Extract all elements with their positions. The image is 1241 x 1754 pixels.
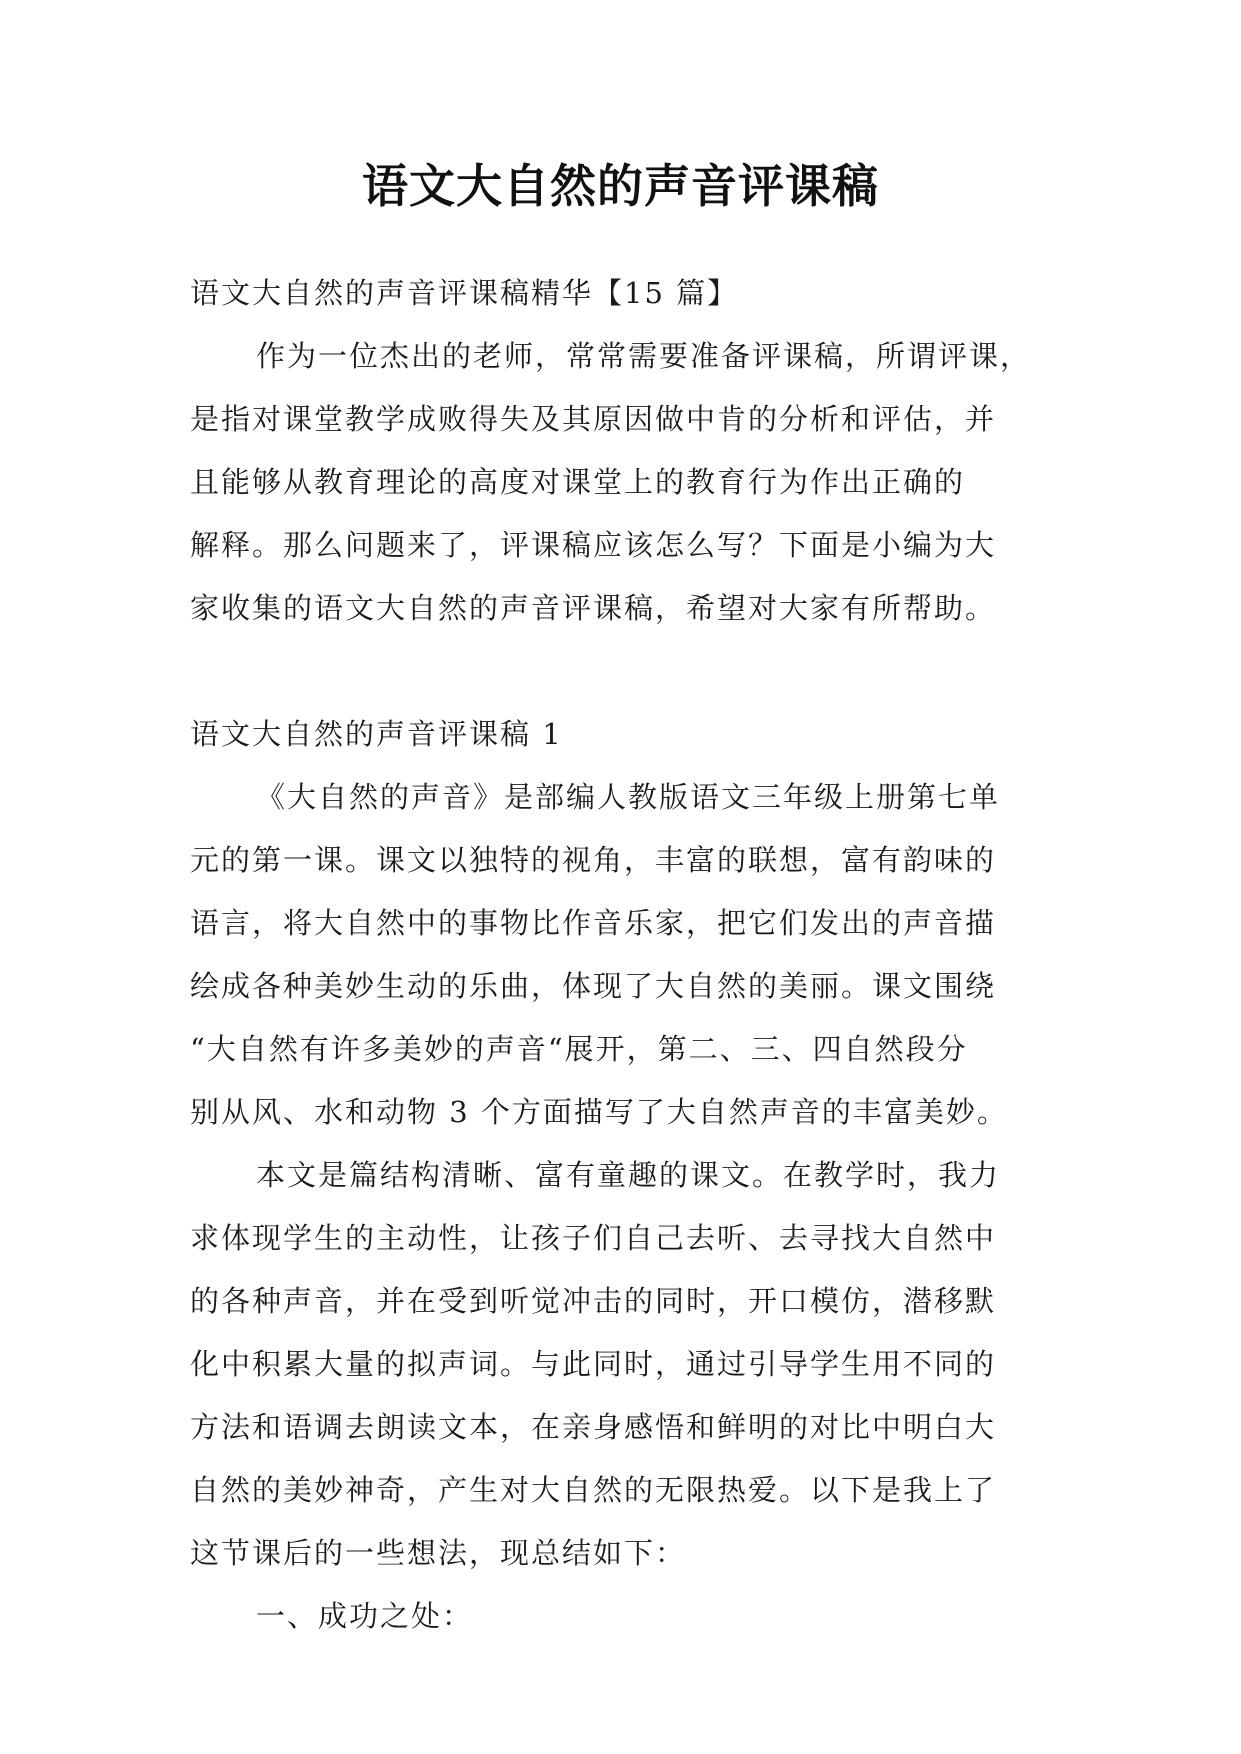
section1-para1-line: 《大自然的声音》是部编人教版语文三年级上册第七单 (256, 780, 1001, 814)
section1-para2-line: 化中积累大量的拟声词。与此同时，通过引导学生用不同的 (190, 1347, 997, 1381)
document-title: 语文大自然的声音评课稿 (362, 159, 879, 213)
section1-para1-line: “大自然有许多美妙的声音“展开，第二、三、四自然段分 (190, 1032, 968, 1066)
section1-para2-line: 本文是篇结构清晰、富有童趣的课文。在教学时，我力 (256, 1158, 1001, 1192)
paragraph-gap (190, 640, 1060, 703)
section1-para2-line: 的各种声音，并在受到听觉冲击的同时，开口模仿，潜移默 (190, 1284, 997, 1318)
subsection-heading: 一、成功之处： (256, 1599, 474, 1633)
intro-line: 是指对课堂教学成败得失及其原因做中肯的分析和评估，并 (190, 402, 997, 436)
section1-para1-line: 语言，将大自然中的事物比作音乐家，把它们发出的声音描 (190, 906, 997, 940)
intro-line: 家收集的语文大自然的声音评课稿，希望对大家有所帮助。 (190, 591, 997, 625)
intro-line: 作为一位杰出的老师，常常需要准备评课稿，所谓评课， (256, 339, 1032, 373)
section1-para1-line: 绘成各种美妙生动的乐曲，体现了大自然的美丽。课文围绕 (190, 969, 997, 1003)
document-body (190, 262, 1060, 1648)
section1-para1-line: 元的第一课。课文以独特的视角，丰富的联想，富有韵味的 (190, 843, 997, 877)
section1-para2-line: 方法和语调去朗读文本，在亲身感悟和鲜明的对比中明白大 (190, 1410, 997, 1444)
intro-line: 解释。那么问题来了，评课稿应该怎么写？下面是小编为大 (190, 528, 997, 562)
intro-line: 且能够从教育理论的高度对课堂上的教育行为作出正确的 (190, 465, 966, 499)
document-subtitle: 语文大自然的声音评课稿精华【15 篇】 (190, 276, 739, 310)
section1-para2-line: 这节课后的一些想法，现总结如下： (190, 1536, 687, 1570)
section1-para2-line: 求体现学生的主动性，让孩子们自己去听、去寻找大自然中 (190, 1221, 997, 1255)
section1-para2-line: 自然的美妙神奇，产生对大自然的无限热爱。以下是我上了 (190, 1473, 997, 1507)
section1-para1-line: 别从风、水和动物 3 个方面描写了大自然声音的丰富美妙。 (190, 1095, 1008, 1129)
section-heading: 语文大自然的声音评课稿 1 (190, 717, 563, 751)
